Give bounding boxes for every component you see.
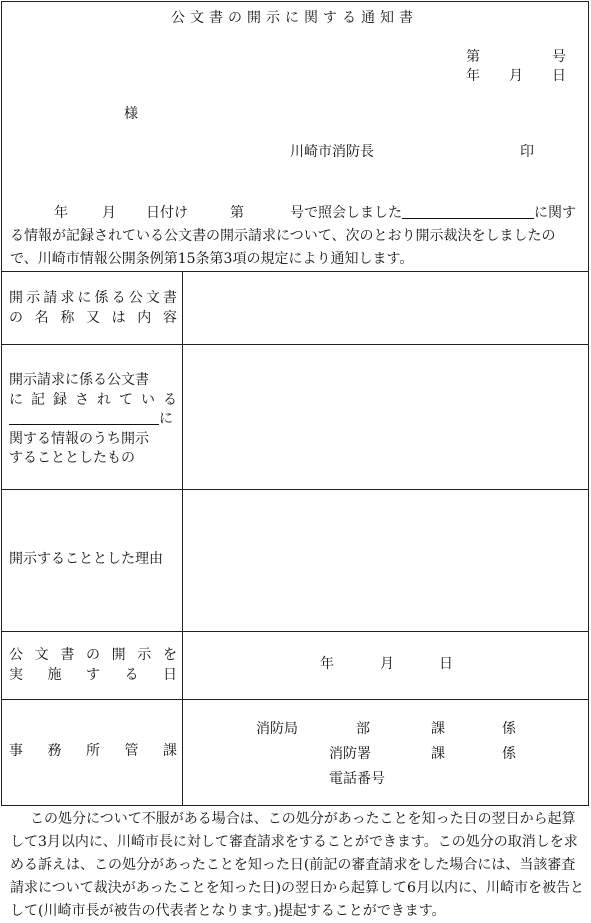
label-line: 開 示 請 求 に 係 る 公 文 書 xyxy=(9,290,177,306)
number-dai: 第 xyxy=(466,49,480,65)
row-department-label xyxy=(9,742,177,762)
body-rest: する情報が記録されている公文書の開示請求について、次のとおり開示裁決をしましたので、川崎市情報公開条例第15条第3項の規定により通知します。 xyxy=(10,205,576,267)
dept-fire-bureau: 消防局 xyxy=(256,721,298,737)
table-row-divider xyxy=(1,489,589,490)
label-line: に 記 録 さ れ て い る xyxy=(9,391,177,408)
dept-station-ka: 課 xyxy=(431,746,445,762)
label-line: 実 施 す る 日 xyxy=(9,666,177,683)
label-line: の 名 称 又 は 内 容 xyxy=(9,309,177,326)
dept-bu: 部 xyxy=(356,721,370,737)
appeal-notice-text: この処分について不服がある場合は、この処分があったことを知った日の翌日から起算して3月以内に、川崎市長に対して審査請求をすることができます。この処分の取消しを求める訴えは、この処分があったことを知った日(前記の審査請求をした場合には、当該審査請求について裁決があったことを知った日)の翌日から起算して6月以内に、川崎市を被告として(川崎市長が被告の代表者となります。)提起することができます。 xyxy=(10,811,584,919)
dept-phone-label: 電話番号 xyxy=(329,771,385,787)
dept-ka: 課 xyxy=(431,721,445,737)
table-top-border xyxy=(1,271,589,272)
label-line: 事 務 所 管 課 xyxy=(9,743,177,759)
appeal-notice xyxy=(10,808,586,923)
body-ni-kan: に関 xyxy=(534,205,562,221)
body-date-suffix: 日付け xyxy=(146,205,188,221)
row-reason-label: 開示することとした理由 xyxy=(9,551,163,567)
date-month: 月 xyxy=(509,68,523,84)
label-line: 関する情報のうち開示 xyxy=(9,430,149,447)
body-year: 年 xyxy=(54,205,68,221)
blank-underline xyxy=(402,204,534,219)
document-number xyxy=(466,50,566,64)
implementation-day: 日 xyxy=(439,656,453,672)
body-paragraph xyxy=(10,202,582,271)
row-document-name-label xyxy=(9,289,177,328)
label-ni: に xyxy=(159,411,173,427)
body-month: 月 xyxy=(102,205,116,221)
row-disclosed-info-label xyxy=(9,371,177,469)
body-inquiry: 号で照会しました xyxy=(290,205,402,221)
table-column-divider xyxy=(182,271,183,806)
sender: 川崎市消防長 xyxy=(290,144,374,160)
document-title: 公文書の開示に関する通知書 xyxy=(171,10,418,26)
implementation-year: 年 xyxy=(320,656,334,672)
table-row-divider xyxy=(1,699,589,700)
table-row-divider xyxy=(1,344,589,345)
number-go: 号 xyxy=(552,49,566,65)
addressee: 様 xyxy=(124,106,138,122)
row-implementation-date-label xyxy=(9,646,177,685)
label-line: することとしたもの xyxy=(9,450,135,466)
document-date xyxy=(466,69,566,83)
dept-kakari: 係 xyxy=(502,721,516,737)
label-line: 公 文 書 の 開 示 を xyxy=(9,647,177,663)
blank-underline xyxy=(9,410,159,425)
implementation-month: 月 xyxy=(380,656,394,672)
dept-station-kakari: 係 xyxy=(502,746,516,762)
label-line xyxy=(9,410,177,430)
label-line: 開示請求に係る公文書 xyxy=(9,372,149,388)
table-row-divider xyxy=(1,631,589,632)
date-year: 年 xyxy=(466,68,480,84)
date-day: 日 xyxy=(552,68,566,84)
dept-fire-station: 消防署 xyxy=(329,746,371,762)
body-dai: 第 xyxy=(230,205,244,221)
seal-mark: 印 xyxy=(520,144,534,160)
